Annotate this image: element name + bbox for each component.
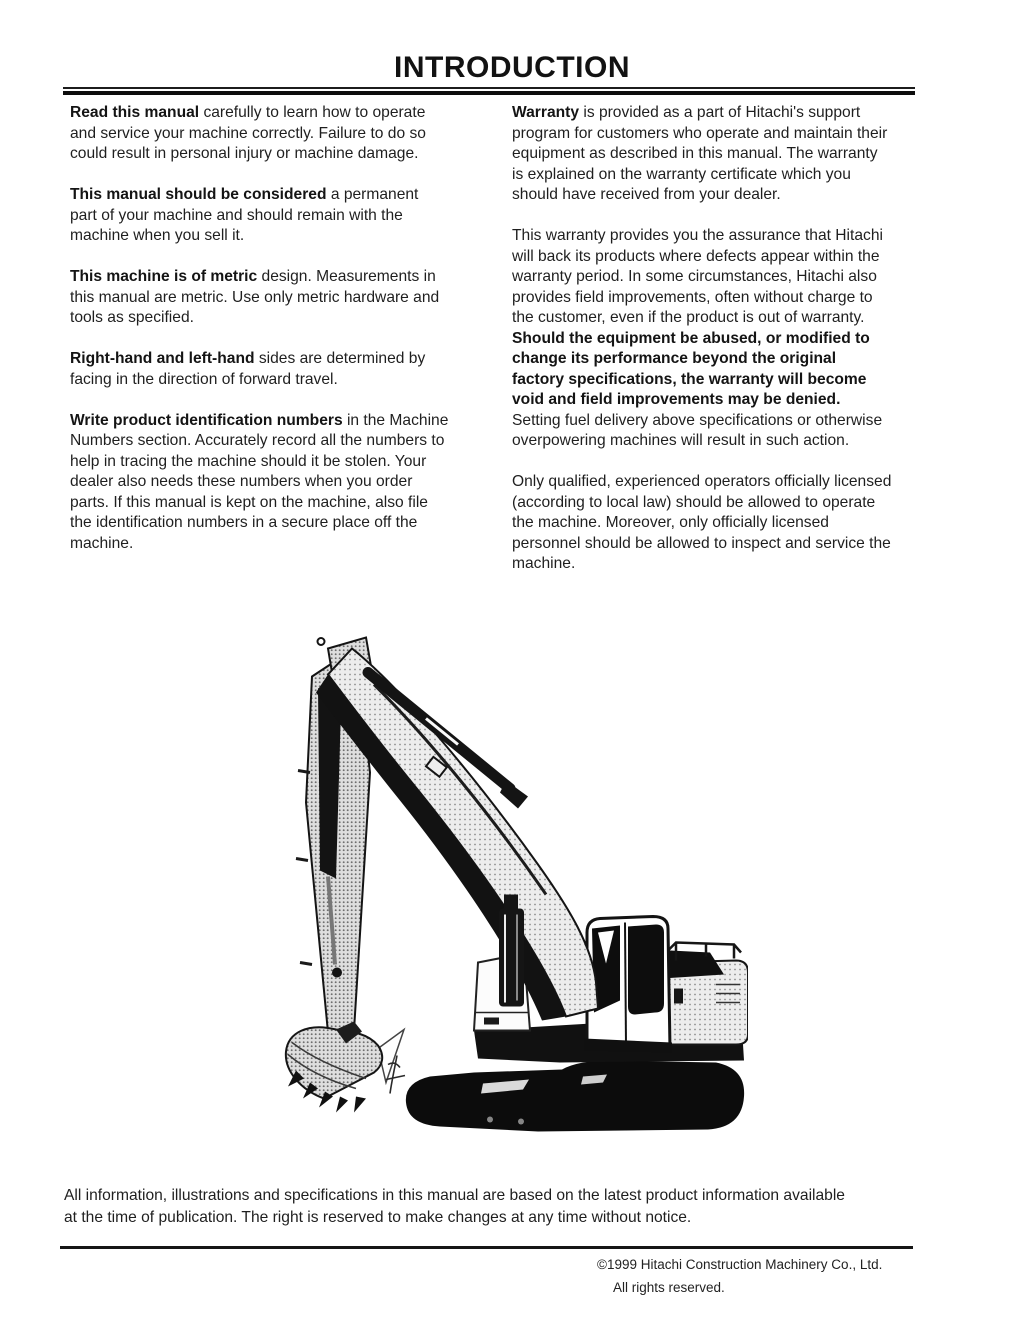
paragraph-metric-design: This machine is of metric design. Measurements in this manual are metric. Use only metric hardware and tools as specified. bbox=[70, 268, 440, 326]
boom-cylinder bbox=[499, 895, 524, 1007]
bucket bbox=[286, 1022, 404, 1113]
publication-notice: All information, illustrations and specifications in this manual are based on the latest product information available at the time of publication. The right is reserved to make changes at any time without notice. bbox=[64, 1187, 845, 1226]
right-column bbox=[512, 103, 936, 595]
copyright-line: ©1999 Hitachi Construction Machinery Co., Ltd. bbox=[597, 1257, 883, 1272]
header-rule-thick bbox=[63, 91, 915, 95]
page-title: INTRODUCTION bbox=[394, 51, 630, 84]
footer-rule bbox=[60, 1246, 913, 1249]
excavator-illustration bbox=[278, 632, 748, 1135]
paragraph-qualified-operators: Only qualified, experienced operators officially licensed (according to local law) should be allowed to operate the machine. Moreover, only officially licensed personnel should be allowed to inspect and service the machine. bbox=[512, 473, 892, 572]
header-rule-thin bbox=[63, 87, 915, 89]
paragraph-read-this-manual: Read this manual carefully to learn how to operate and service your machine correctly. Failure to do so could result in personal injury or machine damage. bbox=[70, 104, 426, 162]
left-column bbox=[70, 103, 494, 575]
cab bbox=[584, 917, 672, 1053]
paragraph-manual-permanent-part: This manual should be considered a permanent part of your machine and should remain with the machine when you sell it. bbox=[70, 186, 419, 244]
crawler-tracks bbox=[406, 1061, 744, 1132]
paragraph-warranty-assurance: This warranty provides you the assurance that Hitachi will back its products where defects appear within the warranty period. In some circumstances, Hitachi also provides field improvements, often without charge to the customer, even if the product is out of warranty. Should the equipment be abused, or modified to change its performance beyond the original factory specifications, the warranty will become void and field improvements may be denied. Setting fuel delivery above specifications or otherwise overpowering machines will result in such action. bbox=[512, 227, 883, 449]
header-rule bbox=[63, 87, 915, 95]
paragraph-right-left-hand: Right-hand and left-hand sides are determined by facing in the direction of forward travel. bbox=[70, 350, 426, 388]
rights-reserved-line: All rights reserved. bbox=[613, 1280, 725, 1295]
cab-door-window bbox=[628, 925, 664, 1015]
paragraph-product-id-numbers: Write product identification numbers in the Machine Numbers section. Accurately record all the numbers to help in tracing the machine should it be stolen. Your dealer also needs these numbers when you order parts. If this manual is kept on the machine, also file the identification numbers in a secure place off the machine. bbox=[70, 411, 449, 552]
paragraph-warranty: Warranty is provided as a part of Hitachi's support program for customers who operate and maintain their equipment as described in this manual. The warranty is explained on the warranty certificate which you should have received from your dealer. bbox=[512, 104, 888, 203]
